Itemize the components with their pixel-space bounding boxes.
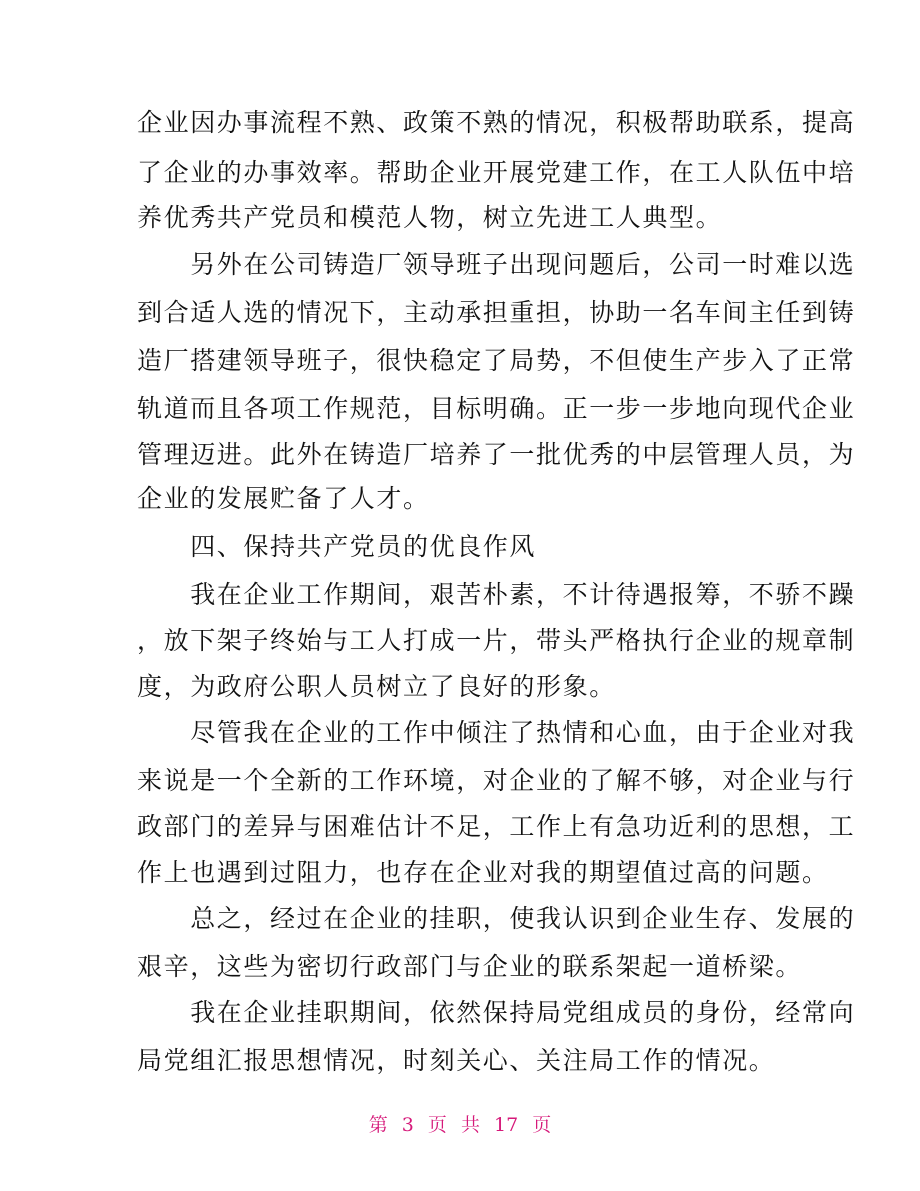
- text-line: 到合适人选的情况下，主动承担重担，协助一名车间主任到铸: [137, 298, 856, 327]
- text-line: 企业因办事流程不熟、政策不熟的情况，积极帮助联系，提高: [137, 108, 856, 137]
- text-line: 轨道而且各项工作规范，目标明确。正一步一步地向现代企业: [137, 394, 856, 423]
- footer-label-gong: 共: [460, 1114, 480, 1136]
- text-line: 总之，经过在企业的挂职，使我认识到企业生存、发展的: [137, 904, 856, 933]
- text-line: 度，为政府公职人员树立了良好的形象。: [137, 672, 616, 701]
- text-line: 造厂搭建领导班子，很快稳定了局势，不但使生产步入了正常: [137, 346, 856, 375]
- text-line: 局党组汇报思想情况，时刻关心、关注局工作的情况。: [137, 1046, 776, 1075]
- text-line: 我在企业挂职期间，依然保持局党组成员的身份，经常向: [137, 998, 856, 1027]
- footer-label-di: 第: [368, 1114, 388, 1136]
- section-heading: 四、保持共产党员的优良作风: [137, 532, 537, 561]
- text-line: 了企业的办事效率。帮助企业开展党建工作，在工人队伍中培: [137, 158, 856, 187]
- text-line: 尽管我在企业的工作中倾注了热情和心血，由于企业对我: [137, 718, 856, 747]
- text-line: 养优秀共产党员和模范人物，树立先进工人典型。: [137, 203, 723, 232]
- footer-label-ye: 页: [427, 1114, 447, 1136]
- page-footer: [0, 1113, 920, 1137]
- footer-page-total: 17: [494, 1114, 519, 1136]
- text-line: 作上也遇到过阻力，也存在企业对我的期望值过高的问题。: [137, 858, 829, 887]
- footer-page-current: 3: [401, 1114, 414, 1136]
- text-line: 企业的发展贮备了人才。: [137, 484, 430, 513]
- text-line: 管理迈进。此外在铸造厂培养了一批优秀的中层管理人员，为: [137, 440, 856, 469]
- text-line: 艰辛，这些为密切行政部门与企业的联系架起一道桥梁。: [137, 952, 803, 981]
- text-line: 我在企业工作期间，艰苦朴素，不计待遇报筹，不骄不躁: [137, 580, 856, 609]
- text-line: 政部门的差异与困难估计不足，工作上有急功近利的思想，工: [137, 812, 856, 841]
- text-line: 来说是一个全新的工作环境，对企业的了解不够，对企业与行: [137, 766, 856, 795]
- text-line: 另外在公司铸造厂领导班子出现问题后，公司一时难以选: [137, 250, 856, 279]
- footer-label-ye-end: 页: [532, 1114, 552, 1136]
- text-line: ，放下架子终始与工人打成一片，带头严格执行企业的规章制: [137, 626, 856, 655]
